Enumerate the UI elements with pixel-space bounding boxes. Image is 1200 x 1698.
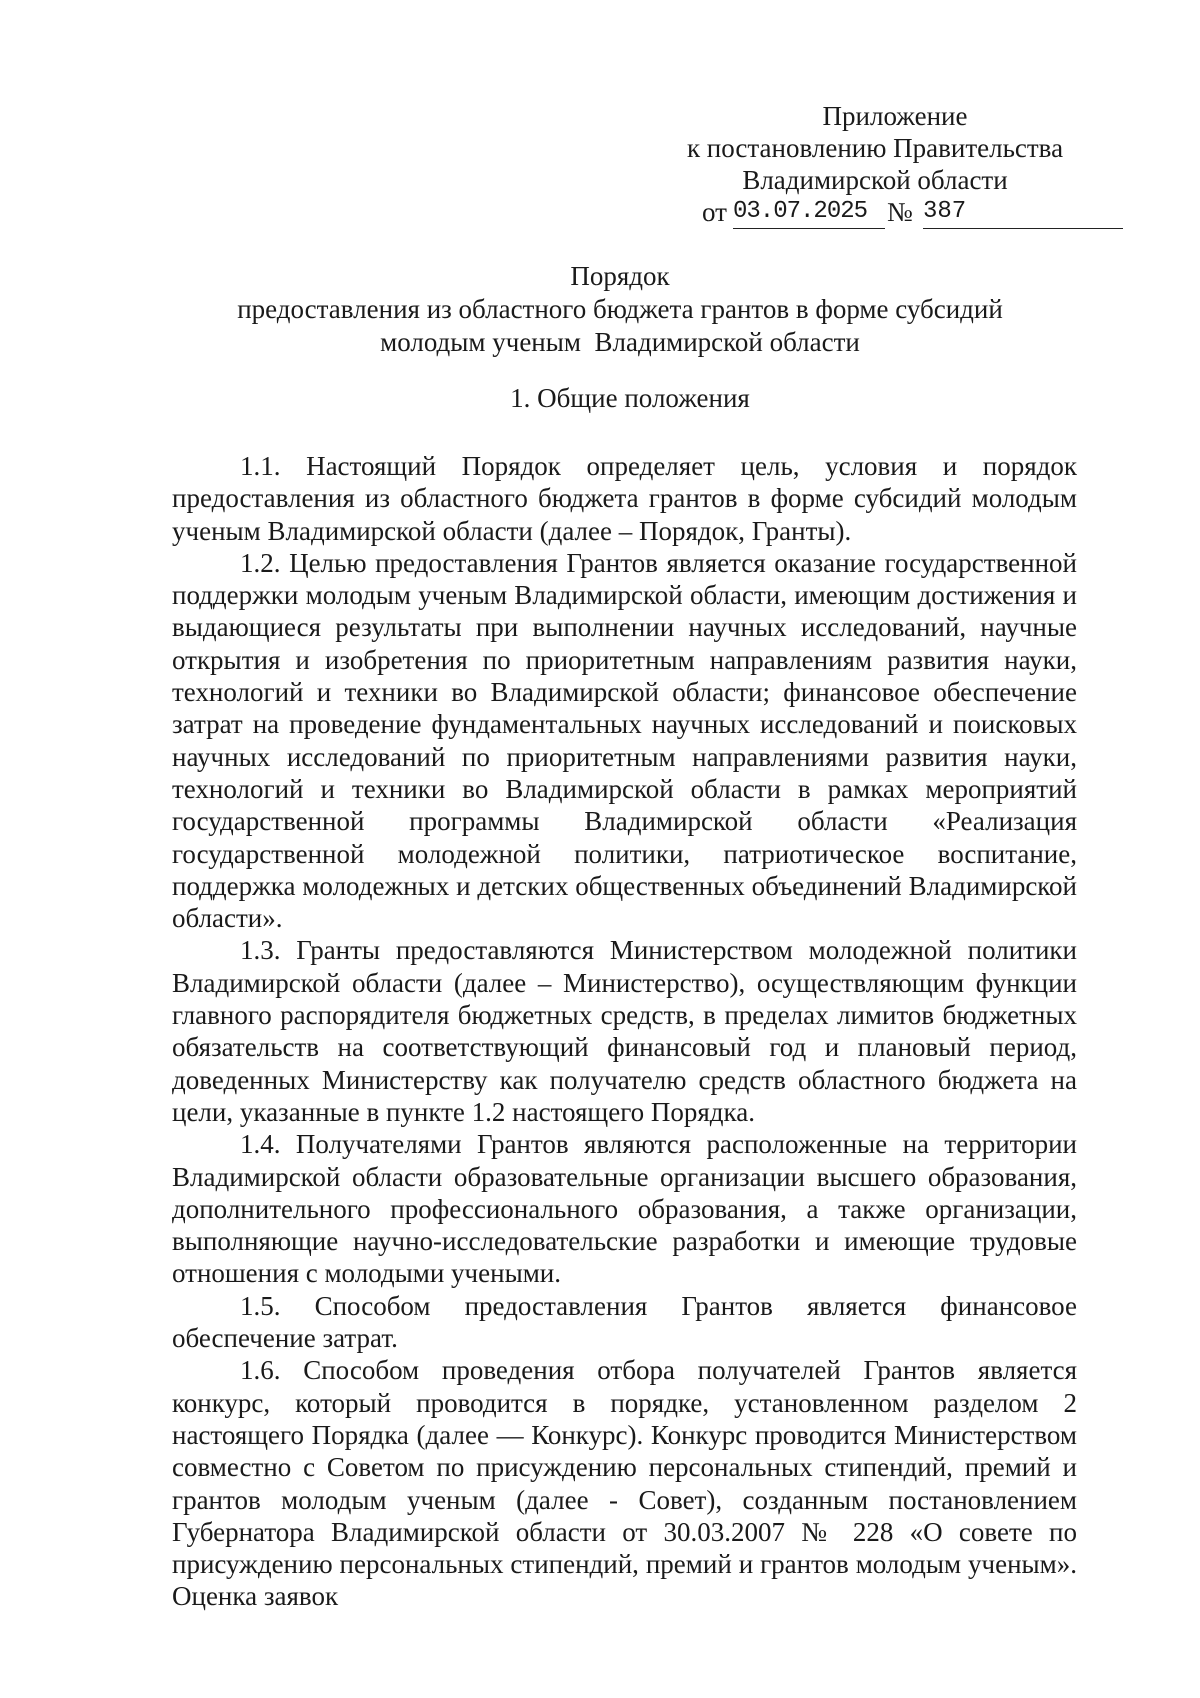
paragraph-1-3: 1.3. Гранты предоставляются Министерством молодежной политики Владимирской области (далее – Министерство), осуществляющим функции главного распорядителя бюджетных средств, в пределах лимитов бюджетных обязательств на соответствующий финансовый год и плановый период, доведенных Министерству как получателю средств областного бюджета на цели, указанные в пункте 1.2 настоящего Порядка. [172, 935, 1077, 1127]
date-prefix: от [702, 197, 727, 227]
paragraph-1-6: 1.6. Способом проведения отбора получателей Грантов является конкурс, который проводится в порядке, установленном разделом 2 настоящего Порядка (далее — Конкурс). Конкурс проводится Министерством совместно с Советом по присуждению персональных стипендий, премий и грантов молодым ученым (далее - Совет), созданным постановлением Губернатора Владимирской области от 30.03.2007 № 228 «О совете по присуждению персональных стипендий, премий и грантов молодым ученым». Оценка заявок [172, 1355, 1077, 1612]
paragraph-1-5: 1.5. Способом предоставления Грантов является финансовое обеспечение затрат. [172, 1290, 1077, 1354]
appendix-reference: к постановлению Правительства [686, 133, 1064, 163]
number-prefix: № [887, 197, 913, 227]
title-line-2: предоставления из областного бюджета грантов в форме субсидий [237, 294, 1003, 324]
paragraph-1-2: 1.2. Целью предоставления Грантов является оказание государственной поддержки молодым ученым Владимирской области, имеющим достижения и выдающиеся результаты при выполнении научных исследований, научные открытия и изобретения по приоритетным направлениям развития науки, технологий и техники во Владимирской области; финансовое обеспечение затрат на проведение фундаментальных научных исследований и поисковых научных исследований по приоритетным направлениями развития науки, технологий и техники во Владимирской области в рамках мероприятий государственной программы Владимирской области «Реализация государственной молодежной политики, патриотическое воспитание, поддержка молодежных и детских общественных объединений Владимирской области». [172, 547, 1077, 934]
title-line-3: молодым ученым Владимирской области [380, 327, 860, 357]
appendix-header [655, 100, 1095, 232]
paragraph-1-1: 1.1. Настоящий Порядок определяет цель, условия и порядок предоставления из областного бюджета грантов в форме субсидий молодым ученым Владимирской области (далее – Порядок, Гранты). [172, 451, 1077, 546]
document-body [172, 450, 1077, 1613]
appendix-title: Приложение [822, 101, 968, 131]
decree-date: 03.07.2025 [733, 196, 885, 229]
document-title [160, 260, 1080, 359]
appendix-region: Владимирской области [742, 165, 1008, 195]
decree-number: 387 [923, 196, 1123, 229]
title-line-1: Порядок [570, 261, 670, 291]
section-heading: 1. Общие положения [510, 383, 750, 413]
appendix-date-line [655, 196, 1095, 232]
paragraph-1-4: 1.4. Получателями Грантов являются расположенные на территории Владимирской области образовательные организации высшего образования, дополнительного профессионального образования, а также организации, выполняющие научно-исследовательские разработки и имеющие трудовые отношения с молодыми учеными. [172, 1129, 1077, 1289]
